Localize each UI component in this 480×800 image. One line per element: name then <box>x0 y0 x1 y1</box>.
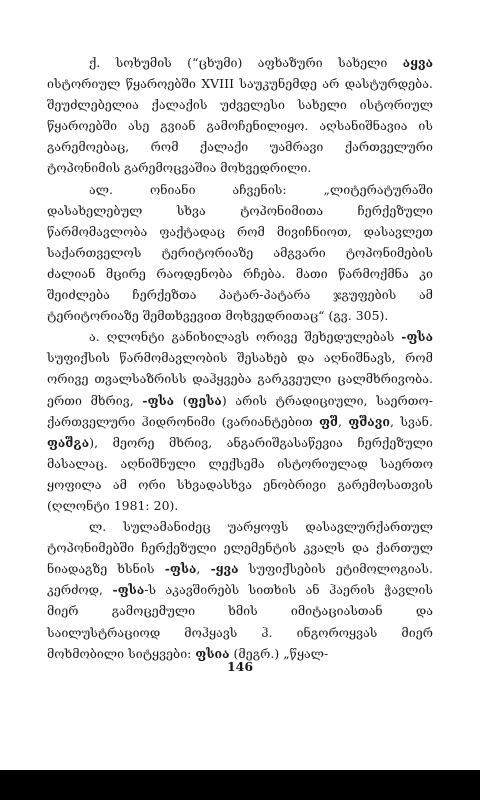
bold-term: -ფსა <box>164 561 197 577</box>
bold-term: აყვა <box>402 55 433 70</box>
paragraph-4 <box>47 516 433 664</box>
text-run: სუფიქსის წარმომავლობის შესახებ და აღნიშნავს, რომ ორივე თვალსაზრისს დაჰყვება გარკვეული ცალმხრივობა. ერთი მხრივ, <box>47 350 433 408</box>
bold-term: ფშავი <box>348 413 390 429</box>
text-run: , სვან. <box>390 413 433 429</box>
text-run: ) არის ტრადიციული, საერთო-ქართველური ჰიდრონიმი (ვარიანტებით <box>47 392 434 429</box>
paragraph-1 <box>47 52 433 179</box>
text-run: ლ. სულამანიძეც უარყოფს დასავლურქართულ ტოპონიმებში ჩერქეზული ელემენტის კვალს და ქართულ ნიადაგზე ხსნის <box>47 519 433 577</box>
bold-term: ფშ <box>319 413 338 429</box>
bold-term: ფსია <box>195 645 230 661</box>
paragraph-2 <box>47 179 433 327</box>
text-run: -ს აკავშირებს სითხის ან ჰაერის ჭავლის მიერ გამოცემული ხმის იმიტაციასთან და საილუსტრაციოდ მოჰყავს ჰ. ინგოროყვას მიერ მოხმობილი სიტყვები: <box>47 582 433 661</box>
bottom-bar <box>0 770 480 800</box>
paragraph-3 <box>47 326 433 516</box>
text-run: ), მეორე მხრივ, ანგარიშგასაწევია ჩერქეზული მასალაც. აღნიშნული ლექსემა ისტორიულად საერთო ყოფილა ამ ორი სხვადასხვა ენობრივი გარემოსათვის (ღლონტი 1981: 20). <box>47 434 433 513</box>
text-run: ქ. სოხუმის (“ცხუმი) აფხაზური სახელი <box>89 55 403 70</box>
text-run: ა. ღლონტი განიხილავს ორივე შეხედულებას <box>89 329 402 345</box>
bold-term: -ყვა <box>210 561 239 577</box>
text-run: ისტორიულ წყაროებში XVIII საუკუნემდე არ დასტურდება. შეუძლებელია ქალაქის უძველესი სახელი ისტორიულ წყაროებში ასე გვიან გამოჩენილიყო. აღსანიშნავია ის გარემოებაც, რომ ქალაქი უამრავი ქართველური ტოპონიმის გარემოცვაშია მოხვედრილი. <box>47 76 433 176</box>
body-text <box>47 52 433 664</box>
bold-term: ფესა <box>187 392 222 408</box>
bold-term: -ფსა <box>401 329 433 345</box>
bold-term: ფაშჷა <box>47 434 90 450</box>
bold-term: -ფსა <box>142 392 175 408</box>
text-run: სუფიქსების ეტიმოლოგიას. კერძოდ, <box>47 561 433 598</box>
text-run: , <box>338 413 349 429</box>
text-run: , <box>196 561 211 577</box>
bold-term: -ფსა <box>112 582 145 598</box>
text-run: ალ. ონიანი აჩვენის: „ლიტერატურაში დასახელებულ სხვა ტოპონიმითა ჩერქეზული წარმომავლობა ფაქტადაც რომ მივიჩნიოთ, დასავლეთ საქართველოს ტერიტორიაზე ამგვარი ტოპონიმების ძალიან მცირე რაოდენობა რჩება. მათი წარმოქმნა კი შეიძლება ჩერქეზთა პატარ-პატარა ჯგუფების ამ ტერიტორიაზე შემთხვევით მოხვედრითაც“ (გვ. 305). <box>47 181 433 324</box>
page-number: 146 <box>226 659 254 674</box>
text-run: ( <box>174 392 188 408</box>
text-run: (მეგრ.) „წყალ- <box>229 645 329 661</box>
